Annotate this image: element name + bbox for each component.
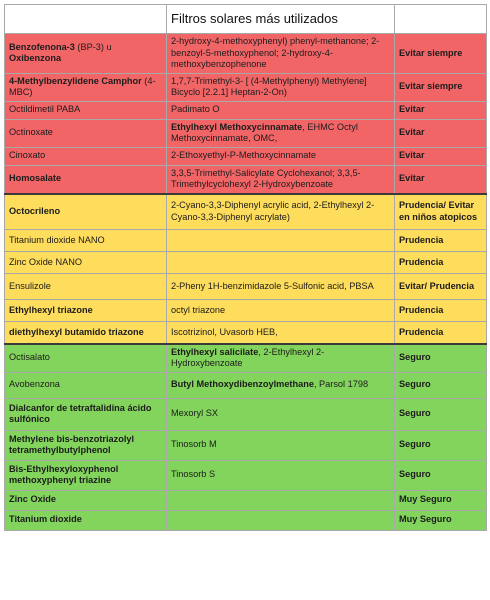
- filter-name-cell: [5, 460, 167, 490]
- filter-name-bold: Bis-Ethylhexyloxyphenol methoxyphenyl triazine: [9, 463, 119, 485]
- filter-name-cell: [5, 230, 167, 252]
- header-row: [5, 5, 487, 34]
- status-badge: Seguro: [395, 398, 487, 430]
- chemical-name-cell: [167, 322, 395, 344]
- filter-name-bold: diethylhexyl butamido triazone: [9, 326, 144, 337]
- filter-name-cell: [5, 73, 167, 101]
- table-body: [5, 5, 487, 531]
- chemical-name-cell: [167, 398, 395, 430]
- filter-name-cell: [5, 430, 167, 460]
- chemical-name-cell: [167, 274, 395, 300]
- caution-group-row: [5, 300, 487, 322]
- chemical-name-text: 2-Ethoxyethyl-P-Methoxycinnamate: [171, 150, 317, 161]
- status-badge: Prudencia: [395, 230, 487, 252]
- filter-name-cell: [5, 300, 167, 322]
- status-badge: Evitar/ Prudencia: [395, 274, 487, 300]
- chemical-name-cell: [167, 430, 395, 460]
- filter-name-bold: Octocrileno: [9, 206, 61, 216]
- filter-name-text: (BP-3) u: [74, 41, 112, 52]
- safe-group-row: [5, 372, 487, 398]
- filter-name-text: Octisalato: [9, 352, 50, 363]
- filter-name-bold: Zinc Oxide: [9, 494, 56, 505]
- status-badge: Seguro: [395, 430, 487, 460]
- status-badge: Evitar: [395, 101, 487, 119]
- status-badge: Prudencia: [395, 322, 487, 344]
- filter-name-cell: [5, 147, 167, 165]
- avoid-group-row: [5, 101, 487, 119]
- caution-group-row: [5, 194, 487, 230]
- filter-name-text: (4-MBC): [9, 75, 156, 97]
- chemical-name-bold: Butyl Methoxydibenzoylmethane: [171, 379, 314, 390]
- chemical-name-cell: [167, 372, 395, 398]
- status-badge: Muy Seguro: [395, 490, 487, 510]
- chemical-name-text: , EHMC Octyl Methoxycinnamate, OMC,: [171, 121, 358, 143]
- page-title: Filtros solares más utilizados: [167, 5, 395, 34]
- status-badge: Prudencia: [395, 300, 487, 322]
- caution-group-row: [5, 274, 487, 300]
- filter-name-cell: [5, 344, 167, 373]
- filter-name-cell: [5, 165, 167, 194]
- avoid-group-row: [5, 147, 487, 165]
- avoid-group-row: [5, 165, 487, 194]
- filter-name-bold: Dialcanfor de tetraftalidina ácido sulfónico: [9, 402, 152, 424]
- chemical-name-text: octyl triazone: [171, 304, 226, 315]
- status-badge: Seguro: [395, 372, 487, 398]
- chemical-name-text: Padimato O: [171, 104, 220, 115]
- chemical-name-cell: [167, 510, 395, 530]
- status-badge: Prudencia/ Evitar en niños atopicos: [395, 194, 487, 230]
- chemical-name-text: Mexoryl SX: [171, 408, 218, 419]
- filter-name-cell: [5, 119, 167, 147]
- safe-group-row: [5, 398, 487, 430]
- status-badge: Evitar siempre: [395, 34, 487, 74]
- filter-name-cell: [5, 101, 167, 119]
- safe-group-row: [5, 460, 487, 490]
- chemical-name-cell: [167, 300, 395, 322]
- chemical-name-text: Iscotrizinol, Uvasorb HEB,: [171, 326, 278, 337]
- caution-group-row: [5, 322, 487, 344]
- safe-group-row: [5, 510, 487, 530]
- filter-name-alias: Oxibenzona: [9, 53, 62, 64]
- chemical-name-text: 3,3,5-Trimethyl-Salicylate Cyclohexanol; 3,3,5-Trimethylcyclohexyl 2-Hydroxybenzoate: [171, 167, 361, 189]
- status-badge: Seguro: [395, 344, 487, 373]
- chemical-name-bold: Ethylhexyl Methoxycinnamate: [171, 121, 303, 132]
- avoid-group-row: [5, 34, 487, 74]
- chemical-name-cell: [167, 34, 395, 74]
- filter-name-bold: 4-Methylbenzylidene Camphor: [9, 75, 142, 86]
- status-badge: Evitar: [395, 119, 487, 147]
- avoid-group-row: [5, 119, 487, 147]
- chemical-name-text: Tinosorb M: [171, 439, 217, 450]
- filter-name-cell: [5, 398, 167, 430]
- filter-name-cell: [5, 34, 167, 74]
- filter-name-bold: Benzofenona-3: [9, 41, 75, 52]
- filter-name-text: Octildimetil PABA: [9, 104, 81, 115]
- chemical-name-text: , Parsol 1798: [313, 379, 369, 390]
- chemical-name-cell: [167, 252, 395, 274]
- chemical-name-bold: Ethylhexyl salicilate: [171, 346, 259, 357]
- filter-name-cell: [5, 194, 167, 230]
- chemical-name-cell: [167, 344, 395, 373]
- chemical-name-text: 2-Cyano-3,3-Diphenyl acrylic acid, 2-Ethylhexyl 2-Cyano-3,3-Diphenyl acrylate): [171, 200, 375, 222]
- filter-name-text: Avobenzona: [9, 379, 60, 390]
- chemical-name-text: 2-hydroxy-4-methoxyphenyl) phenyl-methanone; 2-benzoyl-5-methoxyphenol; 2-hydroxy-4-methoxybenzophenone: [171, 36, 380, 69]
- status-badge: Muy Seguro: [395, 510, 487, 530]
- chemical-name-cell: [167, 119, 395, 147]
- chemical-name-text: 2-Pheny 1H-benzimidazole 5-Sulfonic acid, PBSA: [171, 280, 374, 291]
- header-empty-cell: [5, 5, 167, 34]
- chemical-name-cell: [167, 230, 395, 252]
- filter-name-text: Octinoxate: [9, 127, 53, 138]
- chemical-name-cell: [167, 194, 395, 230]
- filter-name-text: Titanium dioxide NANO: [9, 234, 105, 245]
- chemical-name-cell: [167, 460, 395, 490]
- chemical-name-cell: [167, 147, 395, 165]
- safe-group-row: [5, 490, 487, 510]
- filter-name-bold: Homosalate: [9, 173, 62, 184]
- filter-name-text: Ensulizole: [9, 280, 51, 291]
- status-badge: Prudencia: [395, 252, 487, 274]
- safe-group-row: [5, 344, 487, 373]
- status-badge: Seguro: [395, 460, 487, 490]
- chemical-name-text: 1,7,7-Trimethyl-3- [ (4-Methylphenyl) Methylene] Bicyclo [2.2.1] Heptan-2-On): [171, 75, 367, 97]
- sunscreen-filters-table: [4, 4, 487, 531]
- header-empty-cell: [395, 5, 487, 34]
- filter-name-text: Zinc Oxide NANO: [9, 256, 83, 267]
- chemical-name-text: , 2-Ethylhexyl 2-Hydroxybenzoate: [171, 346, 325, 368]
- caution-group-row: [5, 230, 487, 252]
- filter-name-cell: [5, 510, 167, 530]
- chemical-name-cell: [167, 101, 395, 119]
- filter-name-cell: [5, 252, 167, 274]
- status-badge: Evitar siempre: [395, 73, 487, 101]
- avoid-group-row: [5, 73, 487, 101]
- filter-name-cell: [5, 372, 167, 398]
- filter-name-bold: Methylene bis-benzotriazolyl tetramethylbutylphenol: [9, 433, 135, 455]
- status-badge: Evitar: [395, 165, 487, 194]
- caution-group-row: [5, 252, 487, 274]
- filter-name-bold: Titanium dioxide: [9, 514, 82, 525]
- chemical-name-cell: [167, 490, 395, 510]
- filter-name-text: Cinoxato: [9, 150, 46, 161]
- filter-name-cell: [5, 274, 167, 300]
- filter-name-cell: [5, 490, 167, 510]
- chemical-name-cell: [167, 73, 395, 101]
- chemical-name-cell: [167, 165, 395, 194]
- chemical-name-text: Tinosorb S: [171, 469, 216, 480]
- safe-group-row: [5, 430, 487, 460]
- filter-name-cell: [5, 322, 167, 344]
- filter-name-bold: Ethylhexyl triazone: [9, 304, 93, 315]
- status-badge: Evitar: [395, 147, 487, 165]
